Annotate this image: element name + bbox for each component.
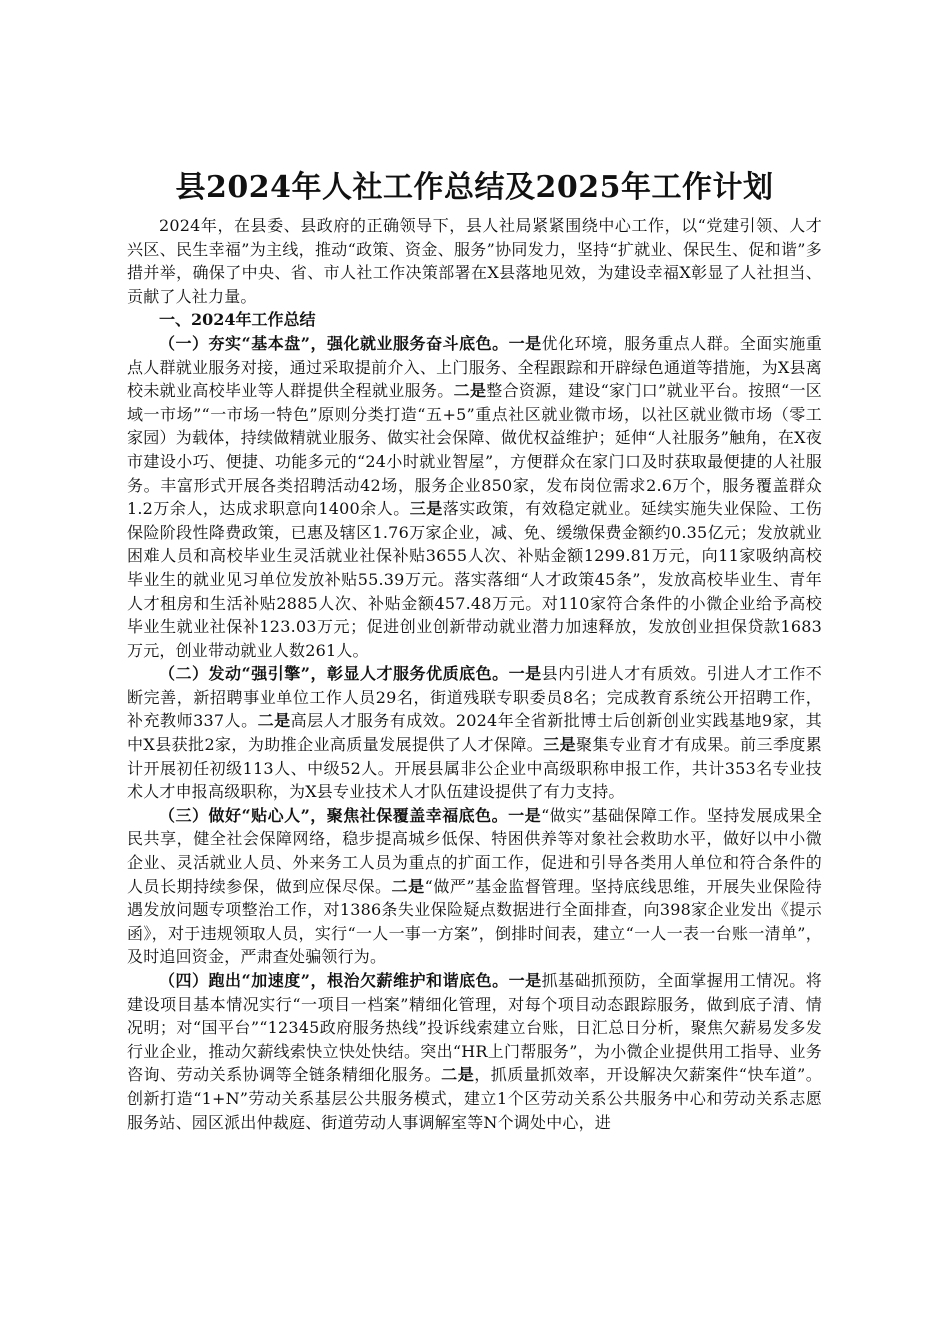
subsection-heading: （四）跑出“加速度”，根治欠薪维护和谐底色。 (159, 971, 509, 990)
point-text: 整合资源，建设“家门口”就业平台。按照“一区域一市场”“一市场一特色”原则分类打造“五+5”重点社区就业微市场，以社区就业微市场（零工家园）为载体，持续做精就业服务、做实社会保障、做优权益维护；延伸“人社服务”触角，在X夜市建设小巧、便捷、功能多元的“24小时就业智屋”，方便群众在家门口及时获取最便捷的人社服务。丰富形式开展各类招聘活动42场，服务企业850家，发布岗位需求2.6万个，服务覆盖群众1.2万余人，达成求职意向1400余人。 (127, 381, 822, 519)
section-heading-summary: 一、2024年工作总结 (159, 310, 316, 330)
point-text: 落实政策，有效稳定就业。延续实施失业保险、工伤保险阶段性降费政策，已惠及辖区1.76万家企业，减、免、缓缴保费金额约0.35亿元；发放就业困难人员和高校毕业生灵活就业社保补贴3655人次、补贴金额1299.81万元，向11家吸纳高校毕业生的就业见习单位发放补贴55.39万元。落实落细“人才政策45条”，发放高校毕业生、青年人才租房和生活补贴2885人次、补贴金额457.48万元。对110家符合条件的小微企业给予高校毕业生就业社保补123.03万元；促进创业创新带动就业潜力加速释放，发放创业担保贷款1683万元，创业带动就业人数261人。 (127, 499, 822, 660)
subsection-heading: （二）发动“强引擎”，彰显人才服务优质底色。 (159, 664, 509, 684)
point-marker: 二是 (257, 711, 291, 731)
point-marker: 三是 (409, 499, 443, 519)
point-marker: 三是 (543, 735, 577, 755)
point-text: 聚集专业育才有成果。前三季度累计开展初任初级113人、中级52人。开展县属非公企业中高级职称申报工作，共计353名专业技术人才申报高级职称，为X县专业技术人才队伍建设提供了有力支持。 (127, 735, 822, 802)
point-text: 县内引进人才有质效。引进人才工作不断完善，新招聘事业单位工作人员29名，街道残联专职委员8名；完成教育系统公开招聘工作，补充教师337人。 (127, 664, 823, 731)
document-page (127, 168, 822, 1134)
point-text: 高层人才服务有成效。2024年全省新批博士后创新创业实践基地9家，其中X县获批2家，为助推企业高质量发展提供了人才保障。 (127, 711, 822, 755)
point-text: ，抓质量抓效率，开设解决欠薪案件“快车道”。创新打造“1+N”劳动关系基层公共服务模式，建立1个区劳动关系公共服务中心和劳动关系志愿服务站、园区派出仲裁庭、街道劳动人事调解室等N个调处中心，进 (127, 1065, 823, 1132)
subsection-employment (127, 332, 822, 662)
subsection-talent (127, 662, 822, 804)
point-marker: 二是 (453, 381, 487, 401)
point-text: 优化环境，服务重点人群。全面实施重点人群就业服务对接，通过采取提前介入、上门服务、全程跟踪和开辟绿色通道等措施，为X县离校未就业高校毕业等人群提供全程就业服务。 (127, 333, 823, 401)
point-text: “做实”基础保障工作。坚持发展成果全民共享，健全社会保障网络，稳步提高城乡低保、特困供养等对象社会救助水平，做好以中小微企业、灵活就业人员、外来务工人员为重点的扩面工作，促进和引导各类用人单位和符合条件的人员长期持续参保，做到应保尽保。 (127, 805, 822, 896)
point-text: “做严”基金监督管理。坚持底线思维，开展失业保险待遇发放问题专项整治工作，对1386条失业保险疑点数据进行全面排查，向398家企业发出《提示函》，对于违规领取人员，实行“一人一事一方案”，倒排时间表，建立“一人一表一台账一清单”，及时追回资金，严肃查处骗领行为。 (127, 876, 822, 967)
point-marker: 二是 (391, 876, 425, 896)
subsection-heading: （一）夯实“基本盘”，强化就业服务奋斗底色。 (159, 333, 509, 353)
point-marker: 一是 (508, 805, 542, 825)
point-marker: 一是 (508, 333, 542, 353)
point-marker: 二是 (441, 1065, 475, 1085)
point-text: 抓基础抓预防，全面掌握用工情况。将建设项目基本情况实行“一项目一档案”精细化管理，对每个项目动态跟踪服务，做到底子清、情况明；对“国平台”“12345政府服务热线”投诉线索建立台账，日汇总日分析，聚焦欠薪易发多发行业企业，推动欠薪线索快立快处快结。突出“HR上门帮服务”，为小微企业提供用工指导、业务咨询、劳动关系协调等全链条精细化服务。 (127, 971, 823, 1085)
point-marker: 一是 (508, 971, 542, 990)
subsection-wage-arrears (127, 969, 822, 1134)
document-title: 县2024年人社工作总结及2025年工作计划 (175, 170, 774, 205)
intro-paragraph: 2024年，在县委、县政府的正确领导下，县人社局紧紧围绕中心工作，以“党建引领、人才兴区、民生幸福”为主线，推动“政策、资金、服务”协同发力，坚持“扩就业、保民生、促和谐”多措并举，确保了中央、省、市人社工作决策部署在X县落地见效，为建设幸福X彰显了人社担当、贡献了人社力量。 (127, 216, 822, 306)
subsection-social-security (127, 804, 822, 969)
subsection-heading: （三）做好“贴心人”，聚焦社保覆盖幸福底色。 (159, 805, 509, 825)
point-marker: 一是 (508, 664, 542, 684)
